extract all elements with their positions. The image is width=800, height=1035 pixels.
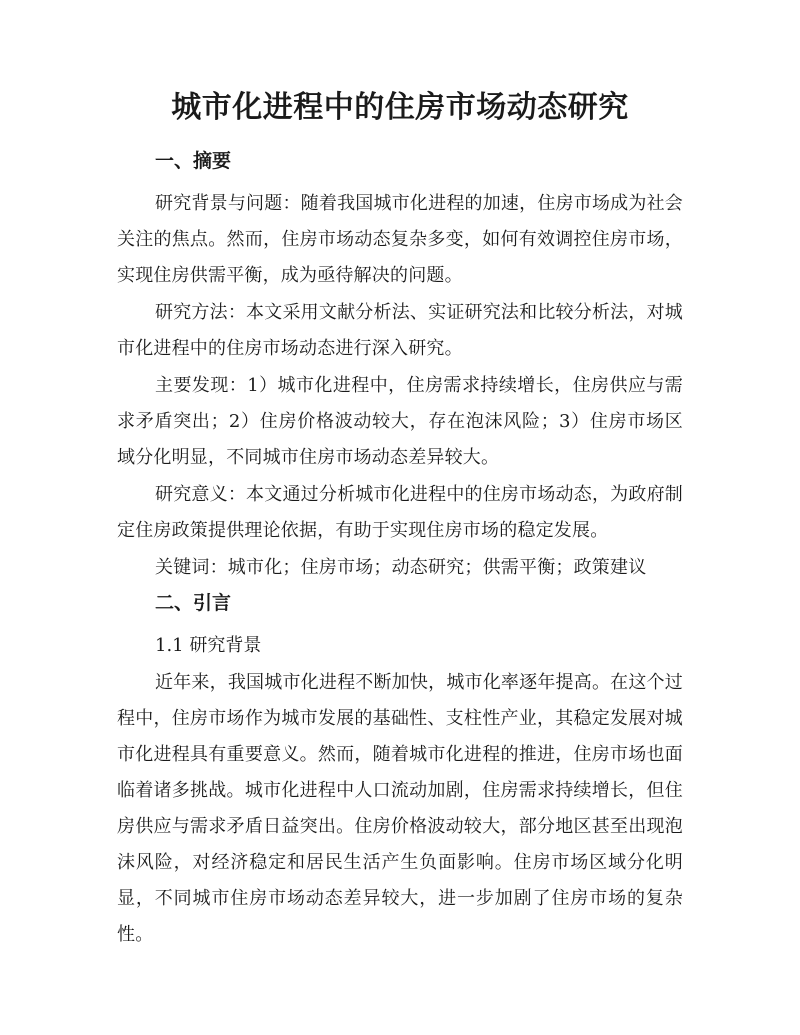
abstract-method-paragraph: 研究方法：本文采用文献分析法、实证研究法和比较分析法，对城市化进程中的住房市场动态进行深入研究。	[117, 302, 683, 359]
subsection-heading-background: 1.1 研究背景	[155, 635, 262, 656]
abstract-findings-paragraph: 主要发现：1）城市化进程中，住房需求持续增长，住房供应与需求矛盾突出；2）住房价格波动较大，存在泡沫风险；3）住房市场区域分化明显，不同城市住房市场动态差异较大。	[117, 375, 683, 468]
document-page	[117, 86, 683, 954]
document-title: 城市化进程中的住房市场动态研究	[171, 90, 629, 125]
background-paragraph: 近年来，我国城市化进程不断加快，城市化率逐年提高。在这个过程中，住房市场作为城市发展的基础性、支柱性产业，其稳定发展对城市化进程具有重要意义。然而，随着城市化进程的推进，住房市场也面临着诸多挑战。城市化进程中人口流动加剧，住房需求持续增长，但住房供应与需求矛盾日益突出。住房价格波动较大，部分地区甚至出现泡沫风险，对经济稳定和居民生活产生负面影响。住房市场区域分化明显，不同城市住房市场动态差异较大，进一步加剧了住房市场的复杂性。	[117, 672, 683, 945]
section-heading-introduction: 二、引言	[155, 592, 232, 614]
abstract-significance-paragraph: 研究意义：本文通过分析城市化进程中的住房市场动态，为政府制定住房政策提供理论依据，有助于实现住房市场的稳定发展。	[117, 484, 683, 541]
keywords-paragraph: 关键词：城市化；住房市场；动态研究；供需平衡；政策建议	[155, 557, 647, 578]
section-heading-abstract: 一、摘要	[155, 150, 232, 172]
abstract-background-paragraph: 研究背景与问题：随着我国城市化进程的加速，住房市场成为社会关注的焦点。然而，住房市场动态复杂多变，如何有效调控住房市场，实现住房供需平衡，成为亟待解决的问题。	[117, 193, 683, 286]
